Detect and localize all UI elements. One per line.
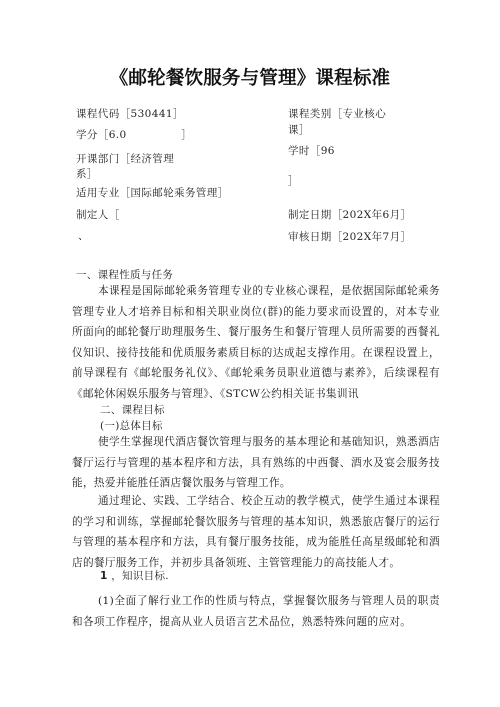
knowledge-goal-number: 1 (100, 570, 108, 582)
section-1-heading: 一、课程性质与任务 (76, 269, 174, 281)
section-1-paragraph: 本课程是国际邮轮乘务管理专业的专业核心课程，是依据国际邮轮乘务管理专业人才培养目标和相关职业岗位(群)的能力要求而设置的，对本专业所面向的邮轮餐厅助理服务生、餐厅服务生和餐厅管理人员所需要的西餐礼仪知识、接待技能和优质服务素质目标的达成起支撑作用。在课程设置上，前导课程有《邮轮服务礼仪》、《邮轮乘务员职业道德与素养》，后续课程有《邮轮休闲娱乐服务与管理》、《STCW公约相关证书集训讯 (72, 285, 440, 400)
stray-mark: 、 (78, 230, 89, 242)
hours-line-1: 学时［96 (288, 145, 335, 157)
course-code: 课程代码［530441］ (76, 108, 184, 120)
author-field: 制定人［ (76, 209, 120, 221)
make-date: 制定日期［202X年6月］ (288, 209, 412, 221)
overall-goal-heading: (一)总体目标 (100, 420, 163, 432)
overall-goal-paragraph-2: 通过理论、实践、工学结合、校企互动的教学模式，使学生通过本课程的学习和训练，掌握邮轮餐饮服务与管理的基本知识，熟悉旅店餐厅的运行与管理的基本程序和方法，具有餐厅服务技能，成为能胜任高星级邮轮和酒店的餐厅服务工作，并初步具备领班、主管管理能力的高技能人才。 (72, 495, 440, 569)
document-title: 《邮轮餐饮服务与管理》课程标准 (109, 68, 391, 89)
review-date: 审核日期［202X年7月］ (288, 231, 412, 243)
course-type-line-2: 课］ (288, 124, 310, 136)
department-line-2: 系］ (76, 168, 98, 180)
department-line-1: 开课部门［经济管理 (76, 153, 175, 165)
knowledge-goal-paragraph: (1)全面了解行业工作的性质与特点，掌握餐饮服务与管理人员的职责和各项工作程序，提高从业人员语言艺术品位，熟悉特殊问题的应对。 (72, 595, 440, 628)
course-type-line-1: 课程类别［专业核心 (288, 108, 387, 120)
applicable-major: 适用专业［国际邮轮乘务管理］ (76, 187, 229, 199)
knowledge-goal-label: ，知识目标. (111, 570, 169, 582)
section-2-heading: 二、课程目标 (100, 404, 165, 416)
hours-line-2: ］ (288, 175, 299, 187)
credit-field: 学分［6.0 ］ (76, 129, 192, 141)
knowledge-goal-heading (100, 569, 169, 584)
overall-goal-paragraph-1: 使学生掌握现代酒店餐饮管理与服务的基本理论和基础知识，熟悉酒店餐厅运行与管理的基本程序和方法，具有熟练的中西餐、酒水及宴会服务技能，热爱并能胜任酒店餐饮服务与管理工作。 (72, 436, 440, 490)
